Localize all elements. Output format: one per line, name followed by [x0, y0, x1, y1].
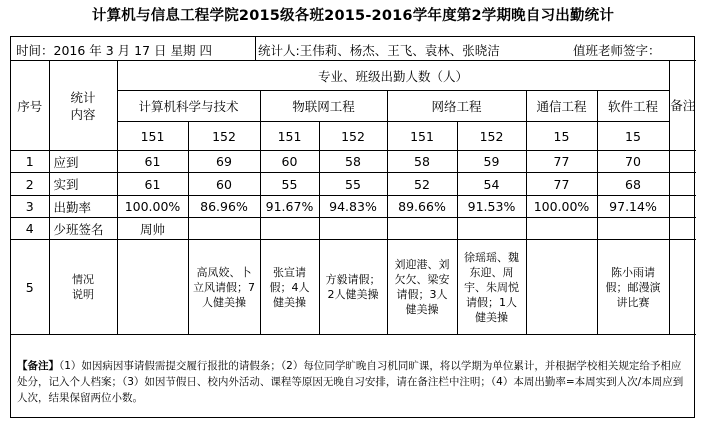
major-comm: 通信工程: [526, 91, 597, 122]
class-cell: 151: [117, 122, 188, 151]
row-situation: [11, 240, 696, 335]
row-rate: [11, 196, 696, 218]
note-cell: 徐瑶瑶、魏东迎、周宇、朱周悦请假；1人健美操: [457, 240, 526, 335]
row-label: 应到: [49, 151, 117, 173]
value-cell: 55: [319, 173, 387, 196]
row-num: 4: [11, 218, 49, 240]
note-cell: 方毅请假；2人健美操: [319, 240, 387, 335]
monitor-name: 周帅: [117, 218, 188, 240]
remark-header: 备注: [669, 61, 696, 151]
note-cell: [526, 240, 597, 335]
value-cell: 69: [188, 151, 260, 173]
note-cell: 刘迎港、刘欠欠、梁安请假；3人健美操: [387, 240, 457, 335]
empty-cell: [526, 218, 597, 240]
value-cell: 52: [387, 173, 457, 196]
empty-cell: [319, 218, 387, 240]
value-cell: 97.14%: [597, 196, 669, 218]
value-cell: 60: [260, 151, 319, 173]
value-cell: 70: [597, 151, 669, 173]
row-num: 2: [11, 173, 49, 196]
value-cell: 86.96%: [188, 196, 260, 218]
value-cell: 100.00%: [117, 196, 188, 218]
note-cell: 陈小雨请假；邮漫演讲比赛: [597, 240, 669, 335]
value-cell: 58: [387, 151, 457, 173]
stats-people: 统计人:王伟莉、杨杰、王飞、袁林、张晓洁: [258, 43, 500, 58]
row-label: 出勤率: [49, 196, 117, 218]
remark-cell: [669, 218, 696, 240]
attendance-table: [11, 60, 696, 335]
remarks-text: （1）如因病因事请假需提交履行报批的请假条；（2）每位同学旷晚自习机同旷课，将以学期为单位累计，并根据学校相关规定给予相应处分，记入个人档案；（3）如因节假日、校内外活动、课程等原因无晚自习安排，请在备注栏中注明；（4）本周出勤率=本周实到人次/本周应到人次，结果保留两位小数。: [17, 360, 684, 404]
remark-cell: [669, 151, 696, 173]
value-cell: 91.67%: [260, 196, 319, 218]
remark-cell: [669, 173, 696, 196]
row-actual: [11, 173, 696, 196]
info-divider: [255, 37, 256, 60]
value-cell: 94.83%: [319, 196, 387, 218]
class-cell: 152: [319, 122, 387, 151]
row-num: 5: [11, 240, 49, 335]
class-cell: 15: [597, 122, 669, 151]
empty-cell: [387, 218, 457, 240]
value-cell: 55: [260, 173, 319, 196]
value-cell: 61: [117, 173, 188, 196]
note-cell: 高凤姣、卜立风请假；7人健美操: [188, 240, 260, 335]
remark-cell: [669, 240, 696, 335]
value-cell: 68: [597, 173, 669, 196]
remarks-block: [11, 354, 694, 417]
row-num: 1: [11, 151, 49, 173]
empty-cell: [457, 218, 526, 240]
note-cell: [117, 240, 188, 335]
value-cell: 61: [117, 151, 188, 173]
remark-cell: [669, 196, 696, 218]
attendance-sheet: [10, 36, 695, 418]
info-line: [11, 37, 694, 61]
note-cell: 张宣请假；4人健美操: [260, 240, 319, 335]
value-cell: 54: [457, 173, 526, 196]
seq-header: 序号: [11, 61, 49, 151]
major-iot: 物联网工程: [260, 91, 387, 122]
row-label: 少班签名: [49, 218, 117, 240]
row-expected: [11, 151, 696, 173]
value-cell: 58: [319, 151, 387, 173]
date-info: 时间：2016 年 3 月 17 日 星期 四: [16, 43, 212, 58]
remarks-label: 【备注】: [17, 360, 59, 372]
class-cell: 15: [526, 122, 597, 151]
group-header: 专业、班级出勤人数（人）: [117, 61, 669, 91]
class-cell: 151: [387, 122, 457, 151]
value-cell: 60: [188, 173, 260, 196]
class-cell: 152: [457, 122, 526, 151]
row-monitor: [11, 218, 696, 240]
value-cell: 59: [457, 151, 526, 173]
empty-cell: [188, 218, 260, 240]
value-cell: 77: [526, 173, 597, 196]
value-cell: 100.00%: [526, 196, 597, 218]
major-cs: 计算机科学与技术: [117, 91, 260, 122]
value-cell: 89.66%: [387, 196, 457, 218]
major-network: 网络工程: [387, 91, 526, 122]
teacher-sign-label: 值班老师签字：: [573, 43, 661, 58]
major-software: 软件工程: [597, 91, 669, 122]
value-cell: 77: [526, 151, 597, 173]
row-label: 情况说明: [49, 240, 117, 335]
class-cell: 152: [188, 122, 260, 151]
row-label: 实到: [49, 173, 117, 196]
class-cell: 151: [260, 122, 319, 151]
row-num: 3: [11, 196, 49, 218]
empty-cell: [260, 218, 319, 240]
header-row-group: [11, 61, 696, 91]
page-title: 计算机与信息工程学院2015级各班2015-2016学年度第2学期晚自习出勤统计: [91, 8, 615, 24]
value-cell: 91.53%: [457, 196, 526, 218]
content-header: 统计内容: [49, 61, 117, 151]
empty-cell: [597, 218, 669, 240]
